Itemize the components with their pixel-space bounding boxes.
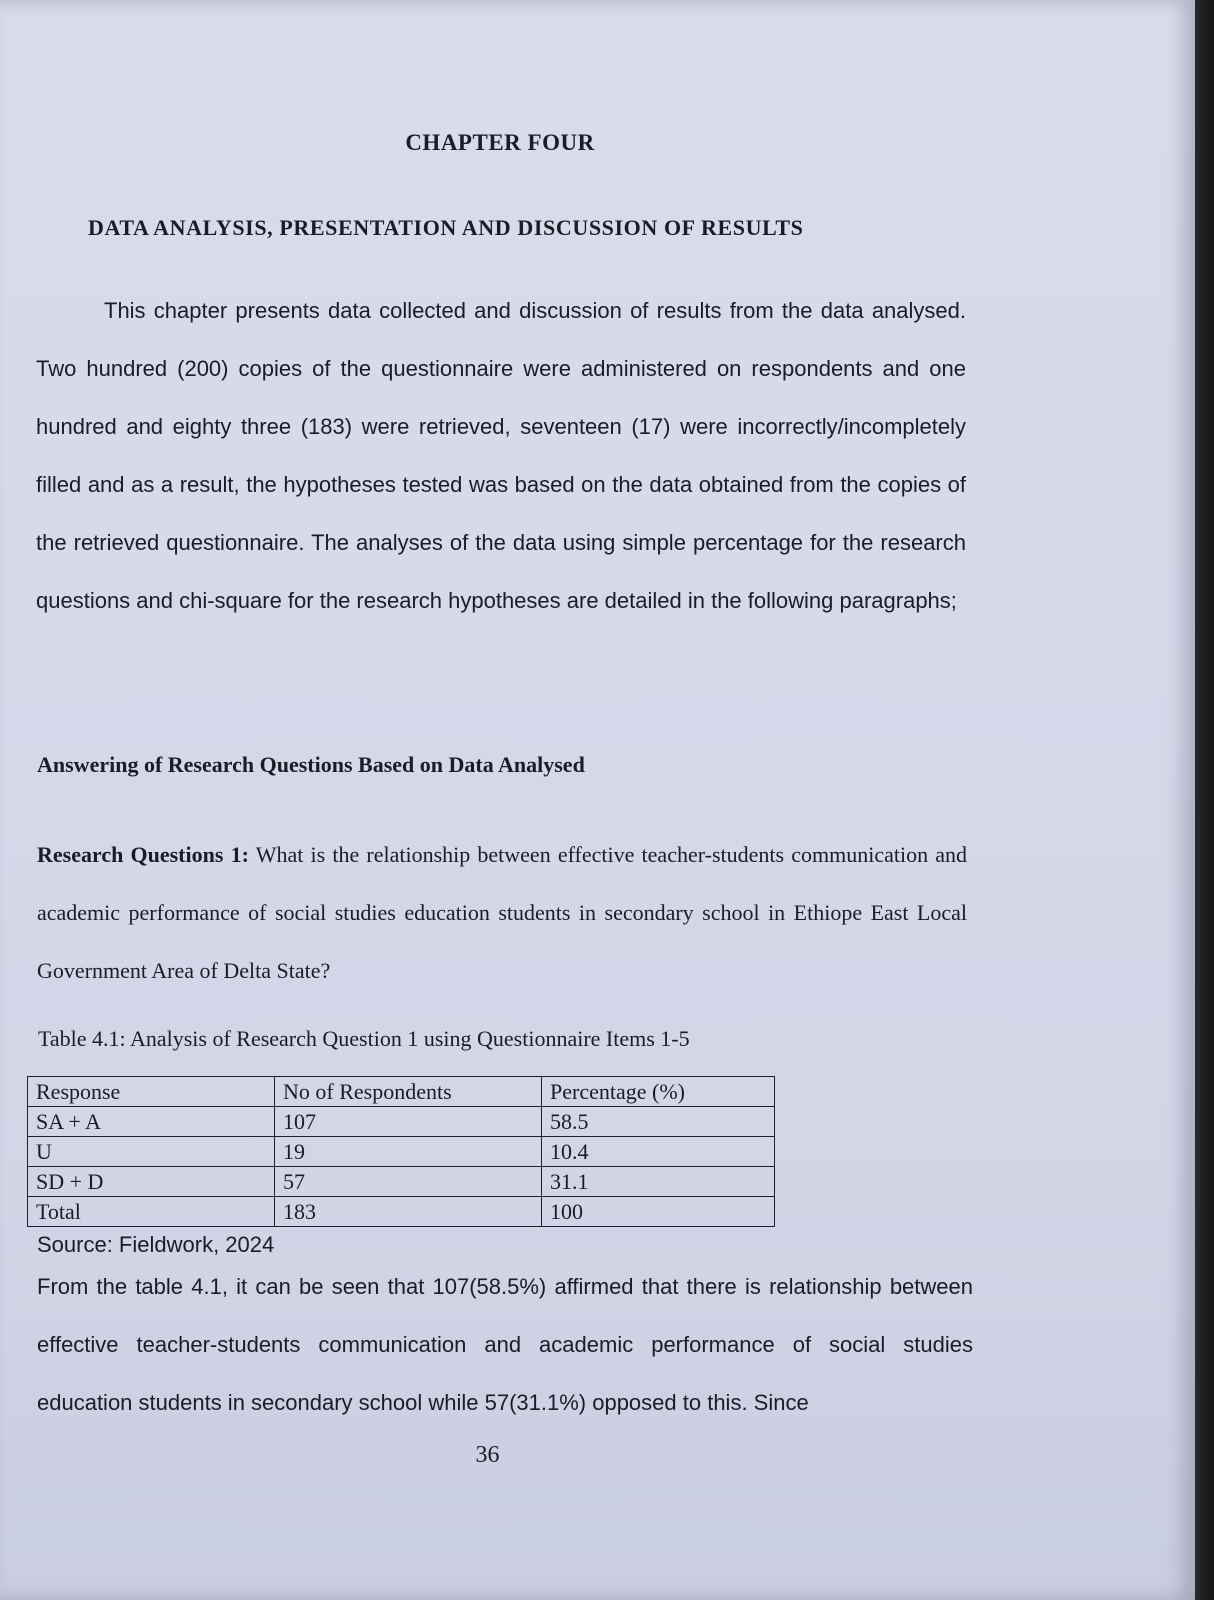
table-cell: 19 <box>275 1137 542 1167</box>
table-cell: 57 <box>275 1167 542 1197</box>
table-cell: 100 <box>542 1197 775 1227</box>
page-number: 36 <box>475 1442 500 1468</box>
research-question-text: What is the relationship between effective teacher-students communication and academic performance of social studies education students in secondary school in Ethiope East Local Government Area of Delta State? <box>37 842 968 983</box>
chapter-heading: CHAPTER FOUR <box>405 130 595 155</box>
discussion-paragraph: From the table 4.1, it can be seen that 107(58.5%) affirmed that there is relationship between effective teacher-students communication and academic performance of social studies education students in secondary school while 57(31.1%) opposed to this. Since <box>37 1274 973 1415</box>
table-row <box>28 1167 775 1197</box>
table-cell: SA + A <box>28 1107 275 1137</box>
section-heading: Answering of Research Questions Based on Data Analysed <box>37 752 585 777</box>
table-header-row <box>28 1077 775 1107</box>
table-cell: 107 <box>275 1107 542 1137</box>
table-cell: Total <box>28 1197 275 1227</box>
table-cell: U <box>28 1137 275 1167</box>
table-header-cell: No of Respondents <box>275 1077 542 1107</box>
results-table <box>27 1076 775 1227</box>
intro-text: This chapter presents data collected and discussion of results from the data analysed. Two hundred (200) copies of the questionnaire were administered on respondents and one hundred and eighty three (183) were retrieved, seventeen (17) were incorrectly/incompletely filled and as a result, the hypotheses tested was based on the data obtained from the copies of the retrieved questionnaire. The analyses of the data using simple percentage for the research questions and chi-square for the research hypotheses are detailed in the following paragraphs; <box>36 298 966 613</box>
table-cell: 58.5 <box>542 1107 775 1137</box>
table-cell: 31.1 <box>542 1167 775 1197</box>
table-cell: SD + D <box>28 1167 275 1197</box>
research-question-label: Research Questions 1: <box>37 842 249 867</box>
table-source: Source: Fieldwork, 2024 <box>37 1232 275 1257</box>
table-row <box>28 1137 775 1167</box>
research-question-1 <box>37 826 967 1000</box>
table-header-cell: Percentage (%) <box>542 1077 775 1107</box>
intro-paragraph <box>36 282 966 630</box>
table-row <box>28 1197 775 1227</box>
table-row <box>28 1107 775 1137</box>
table-cell: 10.4 <box>542 1137 775 1167</box>
chapter-title: DATA ANALYSIS, PRESENTATION AND DISCUSSION OF RESULTS <box>88 215 804 240</box>
table-caption: Table 4.1: Analysis of Research Question 1 using Questionnaire Items 1-5 <box>38 1026 690 1051</box>
table-header-cell: Response <box>28 1077 275 1107</box>
table-cell: 183 <box>275 1197 542 1227</box>
page-edge-shadow <box>1195 0 1214 1600</box>
